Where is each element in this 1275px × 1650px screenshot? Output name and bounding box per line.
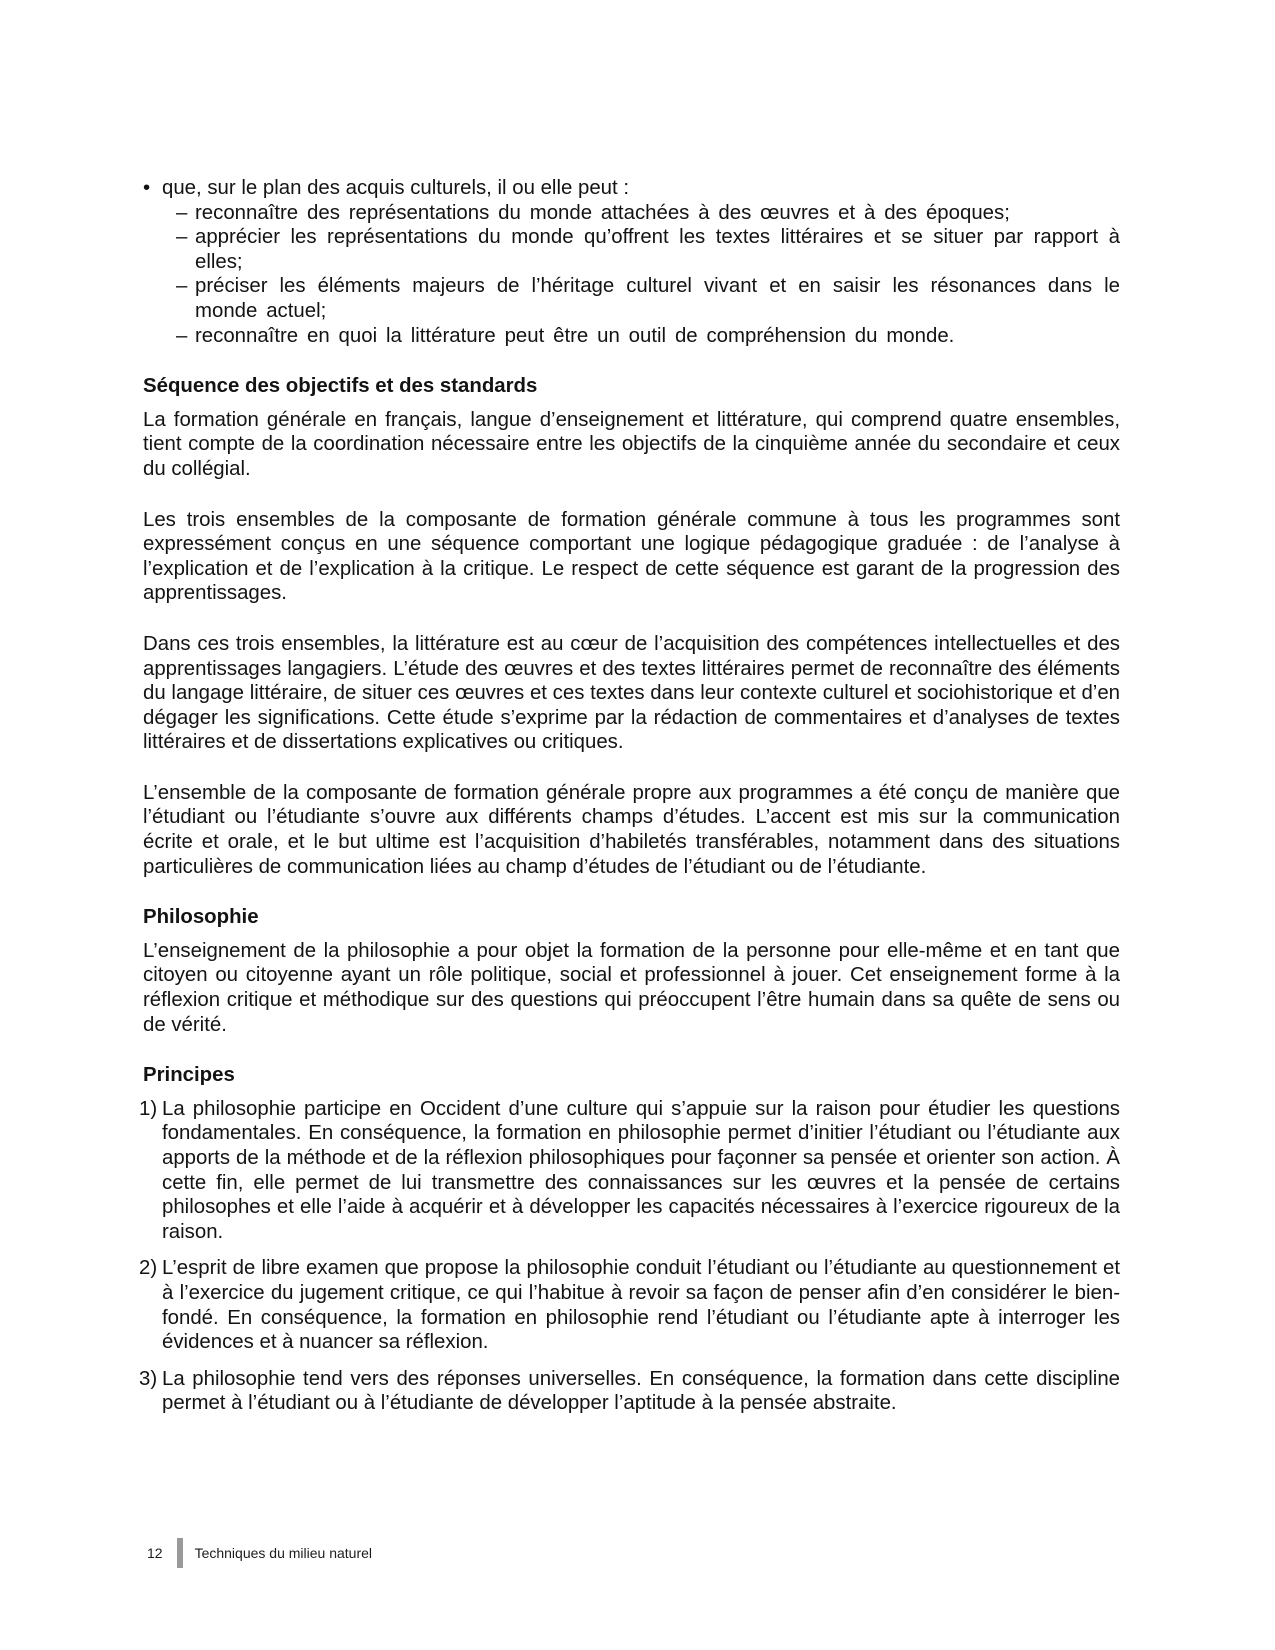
numbered-list-item (139, 1097, 1120, 1245)
paragraph: L’enseignement de la philosophie a pour objet la formation de la personne pour elle-même et en tant que citoyen ou citoyenne ayant un rôle politique, social et professionnel à jouer. Cet enseignement forme à la réflexion critique et méthodique sur des questions qui préoccupent l’être humain dans sa quête de sens ou de vérité. (143, 939, 1120, 1036)
dash-list-item (176, 225, 1120, 274)
dash-marker-icon: – (176, 324, 188, 347)
culture-dash-sublist (176, 201, 1120, 349)
dash-marker-icon: – (176, 226, 188, 249)
paragraph: Les trois ensembles de la composante de formation générale commune à tous les programmes sont expressément conçus en une séquence comportant une logique pédagogique graduée : de l’analyse à l’explication et de l’explication à la critique. Le respect de cette séquence est garant de la progression des apprentissages. (143, 508, 1120, 605)
dash-list-item (176, 324, 1120, 349)
dash-list-item-text: reconnaître des représentations du monde attachées à des œuvres et à des époques; (195, 201, 1010, 224)
dash-list-item-text: reconnaître en quoi la littérature peut être un outil de compréhension du monde. (195, 324, 955, 347)
dash-list-item-text: préciser les éléments majeurs de l’héritage culturel vivant et en saisir les résonances dans le monde actuel; (195, 275, 1120, 322)
dash-list-item (176, 274, 1120, 323)
item-number: 3) (139, 1367, 158, 1390)
item-number: 1) (139, 1097, 158, 1120)
page-body (139, 176, 1120, 1428)
paragraph: La formation générale en français, langue d’enseignement et littérature, qui comprend quatre ensembles, tient compte de la coordination nécessaire entre les objectifs de la cinquième année du secondaire et ceux du collégial. (143, 408, 1120, 480)
numbered-list-item-text: La philosophie participe en Occident d’une culture qui s’appuie sur la raison pour étudier les questions fondamentales. En conséquence, la formation en philosophie permet d’initier l’étudiant ou l’étudiante aux apports de la méthode et de la réflexion philosophiques pour façonner sa pensée et orienter son action. À cette fin, elle permet de lui transmettre des connaissances sur les œuvres et la pensée de certains philosophes et elle l’aide à acquérir et à développer les capacités nécessaires à l’exercice rigoureux de la raison. (162, 1097, 1120, 1243)
numbered-list-item (139, 1367, 1120, 1416)
dash-marker-icon: – (176, 201, 188, 224)
culture-bullet-list (143, 176, 1120, 348)
paragraph: L’ensemble de la composante de formation générale propre aux programmes a été conçu de manière que l’étudiant ou l’étudiante s’ouvre aux différents champs d’études. L’accent est mis sur la communication écrite et orale, et le but ultime est l’acquisition d’habiletés transférables, notamment dans des situations particulières de communication liées au champ d’études de l’étudiant ou de l’étudiante. (143, 781, 1120, 878)
principes-numbered-list (139, 1097, 1120, 1416)
numbered-list-item (139, 1256, 1120, 1354)
paragraph: Dans ces trois ensembles, la littérature est au cœur de l’acquisition des compétences intellectuelles et des apprentissages langagiers. L’étude des œuvres et des textes littéraires permet de reconnaître des éléments du langage littéraire, de situer ces œuvres et ces textes dans leur contexte culturel et sociohistorique et d’en dégager les significations. Cette étude s’exprime par la rédaction de commentaires et d’analyses de textes littéraires et de dissertations explicatives ou critiques. (143, 632, 1120, 754)
footer-document-title: Techniques du milieu naturel (194, 1545, 373, 1561)
bullet-list-item-text: que, sur le plan des acquis culturels, il ou elle peut : (162, 177, 629, 199)
section-heading-principes: Principes (143, 1064, 235, 1087)
numbered-list-item-text: La philosophie tend vers des réponses universelles. En conséquence, la formation dans cette discipline permet à l’étudiant ou à l’étudiante de développer l’aptitude à la pensée abstraite. (162, 1367, 1120, 1415)
bullet-list-item (143, 176, 1120, 201)
dash-list-item (176, 201, 1120, 226)
footer-divider-bar (177, 1538, 183, 1568)
section-heading-sequence: Séquence des objectifs et des standards (143, 375, 538, 398)
page-number: 12 (147, 1545, 163, 1561)
dash-marker-icon: – (176, 275, 188, 298)
numbered-list-item-text: L’esprit de libre examen que propose la philosophie conduit l’étudiant ou l’étudiante au questionnement et à l’exercice du jugement critique, ce qui l’habitue à revoir sa façon de penser afin d’en considérer le bien-fondé. En conséquence, la formation en philosophie rend l’étudiant ou l’étudiante apte à interroger les évidences et à nuancer sa réflexion. (162, 1257, 1120, 1354)
bullet-marker-icon: • (143, 177, 151, 199)
dash-list-item-text: apprécier les représentations du monde qu’offrent les textes littéraires et se situer par rapport à elles; (195, 226, 1120, 273)
section-heading-philosophie: Philosophie (143, 906, 259, 929)
page-footer (147, 1538, 372, 1568)
item-number: 2) (139, 1257, 158, 1280)
